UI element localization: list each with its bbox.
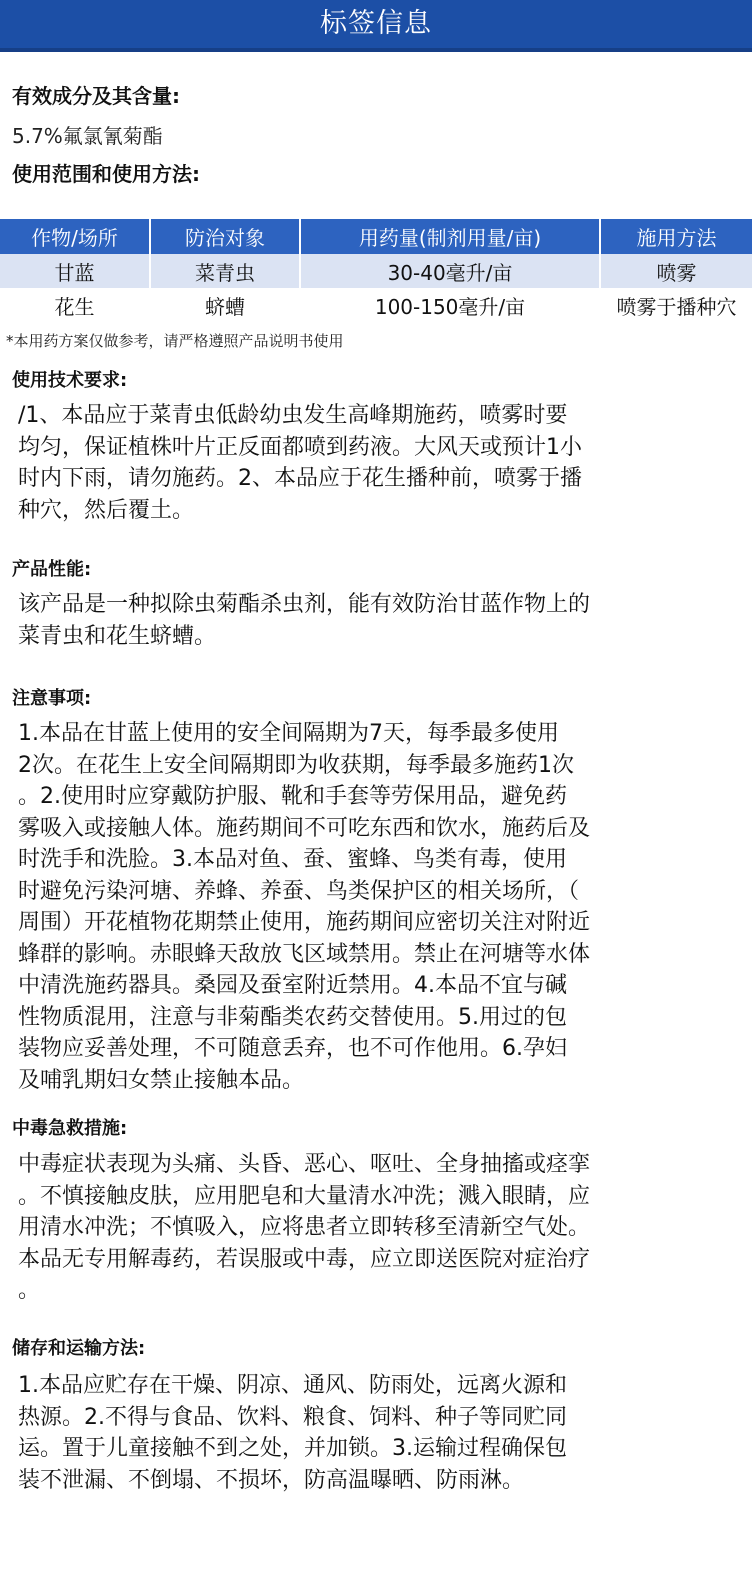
caution-label: 注意事项: [12,688,92,709]
tech-requirements-label: 使用技术要求: [12,370,128,391]
table-cell: 30-40毫升/亩 [300,254,600,288]
performance-text: 该产品是一种拟除虫菊酯杀虫剂，能有效防治甘蓝作物上的 菜青虫和花生蛴螬。 [18,592,591,649]
dosage-table [0,219,752,322]
dosage-note: *本用药方案仅做参考，请严格遵照产品说明书使用 [6,332,344,350]
ingredient-label: 有效成分及其含量: [12,84,180,108]
tech-requirements-text: /1、本品应于菜青虫低龄幼虫发生高峰期施药，喷雾时要 均匀，保证植株叶片正反面都喷到药液。大风天或预计1小 时内下雨，请勿施药。2、本品应于花生播种前，喷雾于播 种穴，然后覆土。 [18,403,582,523]
header-underline [0,48,752,52]
table-cell: 100-150毫升/亩 [300,288,600,322]
page-title: 标签信息 [320,8,432,39]
table-header-row [0,219,752,254]
performance-label: 产品性能: [12,559,92,580]
header-bar [0,0,752,52]
table-cell: 蛴螬 [150,288,300,322]
table-cell: 喷雾 [600,254,752,288]
storage-text: 1.本品应贮存在干燥、阴凉、通风、防雨处，远离火源和 热源。2.不得与食品、饮料、粮食、饲料、种子等同贮同 运。置于儿童接触不到之处，并加锁。3.运输过程确保包 装不泄漏、不倒塌、不损坏，防高温曝晒、防雨淋。 [18,1373,567,1493]
table-cell: 花生 [0,288,150,322]
usage-label: 使用范围和使用方法: [12,162,200,186]
column-header-target: 防治对象 [150,219,300,254]
first-aid-label: 中毒急救措施: [12,1118,128,1139]
storage-label: 储存和运输方法: [12,1338,146,1359]
table-cell: 喷雾于播种穴 [600,288,752,322]
table-row [0,254,752,288]
column-header-crop: 作物/场所 [0,219,150,254]
column-header-method: 施用方法 [600,219,752,254]
first-aid-text: 中毒症状表现为头痛、头昏、恶心、呕吐、全身抽搐或痉挛 。不慎接触皮肤，应用肥皂和大量清水冲洗；溅入眼睛，应 用清水冲洗；不慎吸入，应将患者立即转移至清新空气处。 本品无专用解毒药，若误服或中毒，应立即送医院对症治疗 。 [18,1152,591,1303]
table-cell: 甘蓝 [0,254,150,288]
table-row [0,288,752,322]
column-header-dosage: 用药量(制剂用量/亩) [300,219,600,254]
caution-text: 1.本品在甘蓝上使用的安全间隔期为7天，每季最多使用 2次。在花生上安全间隔期即为收获期，每季最多施药1次 。2.使用时应穿戴防护服、靴和手套等劳保用品，避免药 雾吸入或接触人体。施药期间不可吃东西和饮水，施药后及 时洗手和洗脸。3.本品对鱼、蚕、蜜蜂、鸟类有毒，使用 时避免污染河塘、养蜂、养蚕、鸟类保护区的相关场所，（ 周围）开花植物花期禁止使用，施药期间应密切关注对附近 蜂群的影响。赤眼蜂天敌放飞区域禁用。禁止在河塘等水体 中清洗施药器具。桑园及蚕室附近禁用。4.本品不宜与碱 性物质混用，注意与非菊酯类农药交替使用。5.用过的包 装物应妥善处理，不可随意丢弃，也不可作他用。6.孕妇 及哺乳期妇女禁止接触本品。 [18,721,591,1093]
table-cell: 菜青虫 [150,254,300,288]
ingredient-value: 5.7%氟氯氰菊酯 [12,124,163,148]
